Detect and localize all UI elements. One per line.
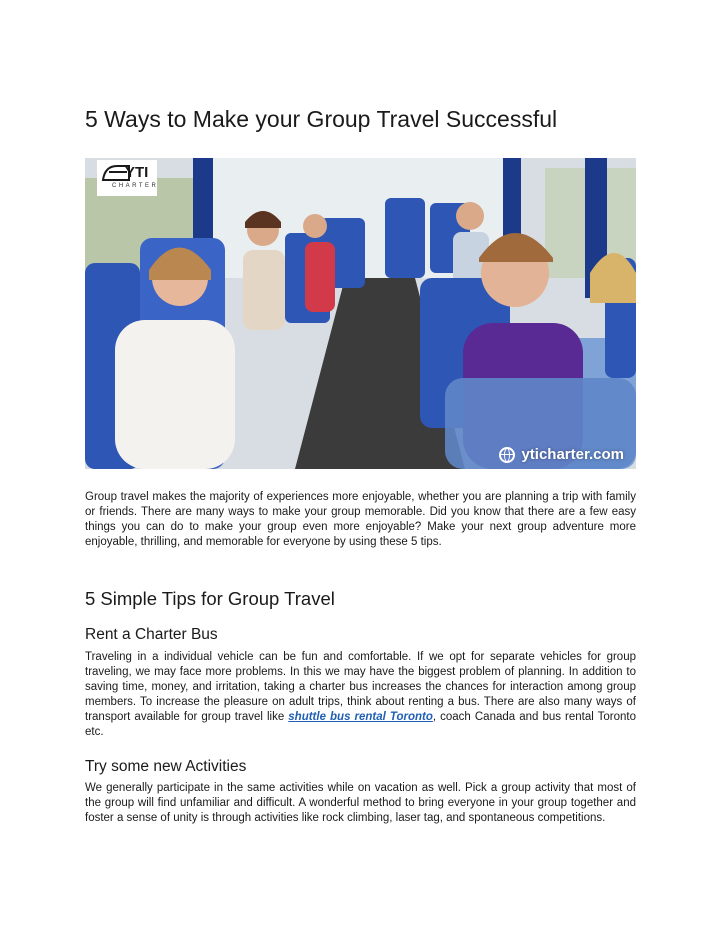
tip-paragraph-activities: We generally participate in the same activities while on vacation as well. Pick a group activity that most of the group will find unfamiliar and difficult. A wonderful method to bring everyone in your group together and foster a sense of unity is through activities like rock climbing, laser tag, and spontaneous competitions.: [85, 782, 636, 824]
bus-interior-illustration: [85, 158, 636, 469]
section-heading: 5 Simple Tips for Group Travel: [85, 588, 335, 609]
page-title: 5 Ways to Make your Group Travel Successful: [85, 106, 558, 132]
hero-image: [85, 158, 636, 469]
logo-subtext: CHARTER: [112, 183, 159, 189]
tip-paragraph-charter-bus: [85, 650, 636, 740]
tip-heading-activities: Try some new Activities: [85, 758, 247, 775]
globe-icon: [499, 447, 515, 463]
logo-text: YTI: [125, 164, 149, 181]
yti-logo: [97, 160, 157, 196]
tip-heading-charter-bus: Rent a Charter Bus: [85, 626, 218, 643]
intro-paragraph: Group travel makes the majority of experiences more enjoyable, whether you are planning a trip with family or friends. There are many ways to make your group memorable. Did you know that there are a few easy things you can do to make your group even more enjoyable? Make your next group adventure more enjoyable, thrilling, and memorable for everyone by using these 5 tips.: [85, 491, 636, 548]
watermark: [499, 446, 624, 463]
tip-text-before-link: Traveling in a individual vehicle can be fun and comfortable. If we opt for separate vehicles for group traveling, we may face more problems. In this we may have the biggest problem of planning. In addition to saving time, money, and irritation, taking a charter bus increases the chances for interaction among group members. To increase the pleasure on adult trips, think about renting a bus. There are also many ways of transport available for group travel like: [85, 651, 636, 723]
watermark-text: yticharter.com: [521, 446, 624, 463]
tip-text-after-link: , coach Canada and bus rental Toronto etc.: [85, 711, 636, 738]
shuttle-bus-rental-link[interactable]: shuttle bus rental Toronto: [288, 711, 433, 723]
